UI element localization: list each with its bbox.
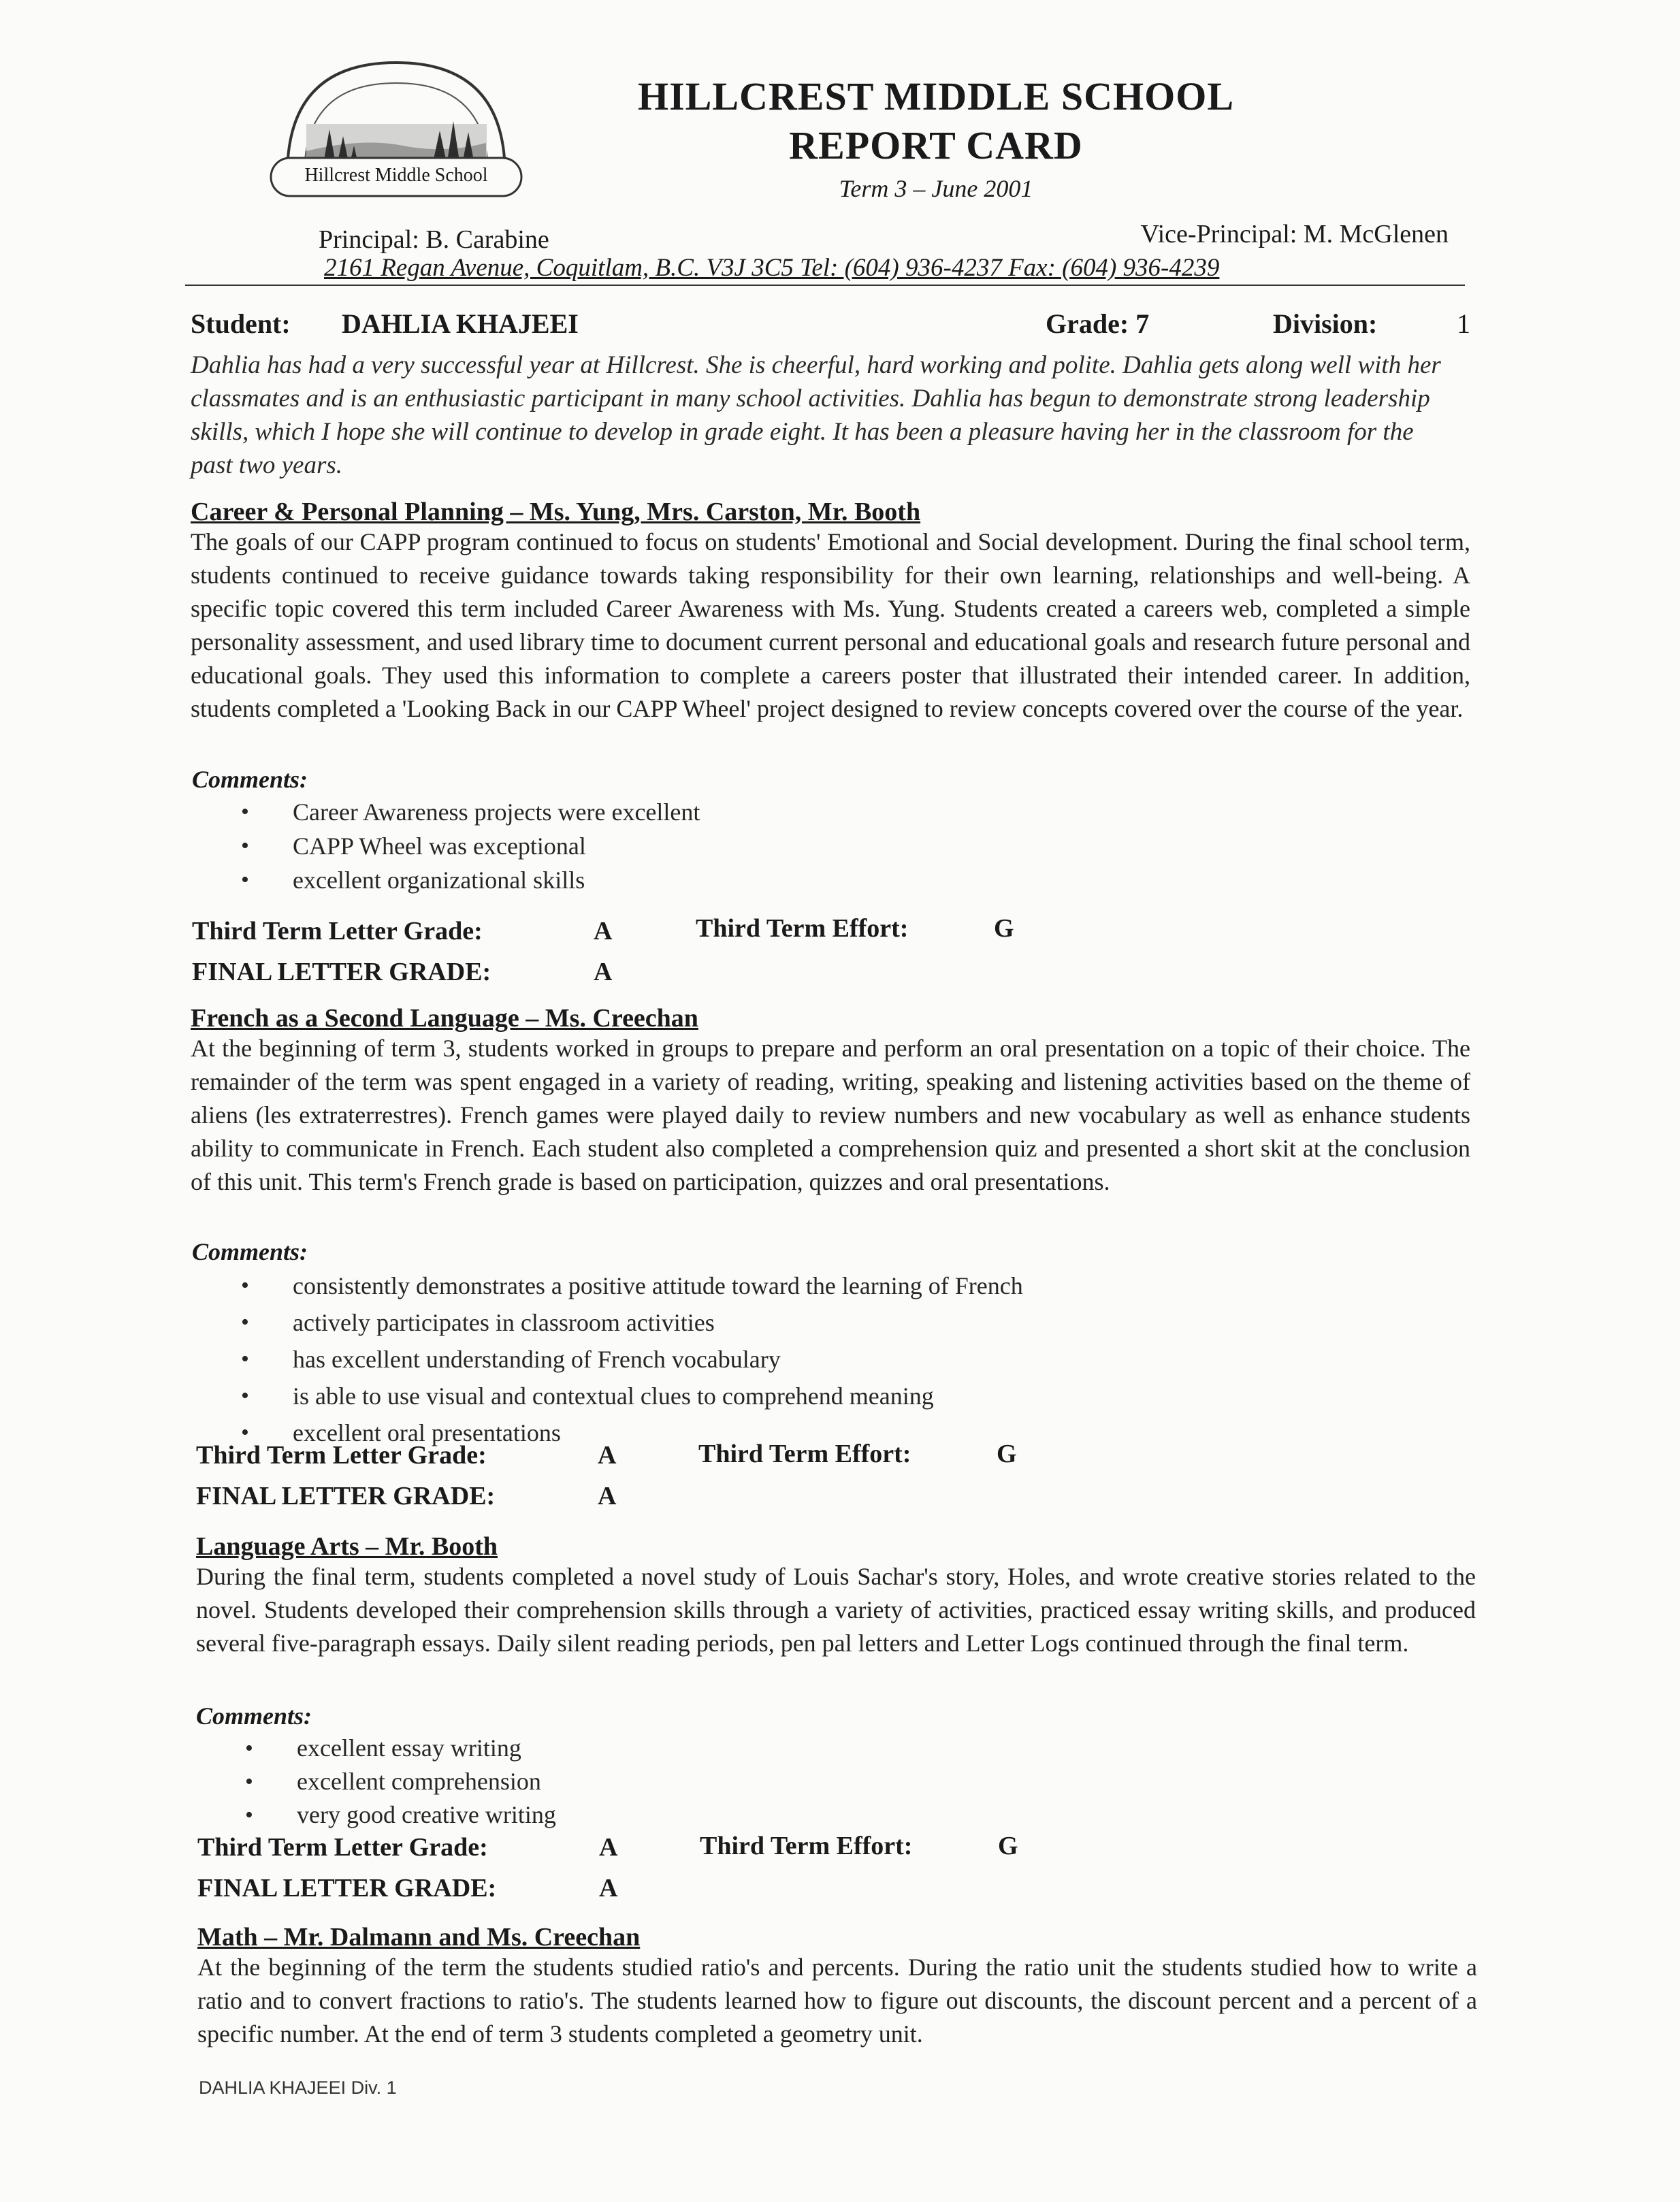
- header-divider: [185, 285, 1465, 286]
- division-value: 1: [1457, 308, 1470, 339]
- school-logo: [267, 56, 526, 206]
- section-title-language-arts: Language Arts – Mr. Booth: [196, 1532, 498, 1561]
- section-text-capp: The goals of our CAPP program continued to focus on students' Emotional and Social development. During the final school term, students continued to receive guidance towards taking responsibility for their own learning, relationships and well-being. A specific topic covered this term included Career Awareness with Ms. Yung. Students created a careers web, completed a simple personality assessment, and used library time to document current personal and educational goals and research future personal and educational goals. They used this information to complete a careers poster that illustrated their intended career. In addition, students completed a 'Looking Back in our CAPP Wheel' project designed to review concepts covered over the course of the year.: [191, 528, 1470, 722]
- third-term-letter-label: Third Term Letter Grade:: [192, 917, 483, 945]
- list-item: • excellent essay writing: [244, 1732, 556, 1765]
- third-term-effort-label: Third Term Effort:: [698, 1440, 911, 1468]
- school-name: HILLCREST MIDDLE SCHOOL: [637, 74, 1235, 118]
- student-label: Student:: [191, 308, 291, 339]
- third-term-letter-label: Third Term Letter Grade:: [197, 1833, 488, 1862]
- logo-caption: Hillcrest Middle School: [304, 165, 488, 186]
- comments-list-language-arts: [244, 1732, 556, 1832]
- student-name: DAHLIA KHAJEEI: [342, 308, 579, 339]
- list-item: • actively participates in classroom activities: [240, 1304, 1023, 1341]
- third-term-effort-label: Third Term Effort:: [696, 914, 909, 943]
- division-label: Division:: [1273, 308, 1378, 339]
- section-title-french: French as a Second Language – Ms. Creechan: [191, 1004, 698, 1033]
- final-letter-value: A: [599, 1874, 618, 1903]
- section-title-capp: Career & Personal Planning – Ms. Yung, Mrs. Carston, Mr. Booth: [191, 498, 921, 526]
- document-title: REPORT CARD: [789, 123, 1083, 167]
- final-letter-label: FINAL LETTER GRADE:: [197, 1874, 497, 1903]
- third-term-effort-label: Third Term Effort:: [700, 1832, 913, 1860]
- list-item: • has excellent understanding of French vocabulary: [240, 1341, 1023, 1378]
- third-term-effort-value: G: [994, 914, 1014, 943]
- section-text-french: At the beginning of term 3, students worked in groups to prepare and perform an oral presentation on a topic of their choice. The remainder of the term was spent engaged in a variety of reading, writing, speaking and listening activities based on the theme of aliens (les extraterrestres). French games were played daily to review numbers and new vocabulary as well as enhance students ability to communicate in French. Each student also completed a comprehension quiz and presented a short skit at the conclusion of this unit. This term's French grade is based on participation, quizzes and oral presentations.: [191, 1035, 1470, 1195]
- third-term-letter-value: A: [594, 917, 613, 945]
- list-item: • excellent organizational skills: [240, 863, 700, 897]
- comments-label: Comments:: [192, 766, 308, 793]
- final-letter-value: A: [594, 958, 613, 986]
- comments-list-capp: [240, 795, 700, 897]
- list-item: • excellent comprehension: [244, 1765, 556, 1798]
- third-term-effort-value: G: [997, 1440, 1017, 1468]
- list-item: • CAPP Wheel was exceptional: [240, 829, 700, 863]
- third-term-letter-label: Third Term Letter Grade:: [196, 1441, 487, 1470]
- third-term-effort-value: G: [998, 1832, 1018, 1860]
- teacher-general-comment: Dahlia has had a very successful year at Hillcrest. She is cheerful, hard working and polite. Dahlia gets along well with her classmates and is an enthusiastic participant in many school activities. Dahlia has begun to demonstrate strong leadership skills, which I hope she will continue to develop in grade eight. It has been a pleasure having her in the classroom for the past two years.: [191, 351, 1441, 479]
- section-title-math: Math – Mr. Dalmann and Ms. Creechan: [197, 1923, 641, 1952]
- list-item: • consistently demonstrates a positive attitude toward the learning of French: [240, 1267, 1023, 1304]
- section-text-language-arts: During the final term, students completed a novel study of Louis Sachar's story, Holes, and wrote creative stories related to the novel. Students developed their comprehension skills through a variety of activities, practiced essay writing skills, and produced several five-paragraph essays. Daily silent reading periods, pen pal letters and Letter Logs continued through the final term.: [196, 1563, 1476, 1657]
- final-letter-label: FINAL LETTER GRADE:: [192, 958, 491, 986]
- third-term-letter-value: A: [599, 1833, 618, 1862]
- grade-level: Grade: 7: [1046, 308, 1150, 339]
- list-item: • Career Awareness projects were excellent: [240, 795, 700, 829]
- list-item: • is able to use visual and contextual clues to comprehend meaning: [240, 1378, 1023, 1414]
- vice-principal: Vice-Principal: M. McGlenen: [1140, 220, 1449, 248]
- list-item: • very good creative writing: [244, 1798, 556, 1832]
- section-text-math: At the beginning of the term the students studied ratio's and percents. During the ratio unit the students studied how to write a ratio and to convert fractions to ratio's. The students learned how to figure out discounts, the discount percent and a percent of a specific number. At the end of term 3 students completed a geometry unit.: [197, 1954, 1477, 2047]
- term-date: Term 3 – June 2001: [839, 175, 1033, 202]
- school-address: 2161 Regan Avenue, Coquitlam, B.C. V3J 3C5 Tel: (604) 936-4237 Fax: (604) 936-4239: [324, 254, 1220, 282]
- comments-label: Comments:: [192, 1238, 308, 1265]
- comments-list-french: [240, 1267, 1023, 1451]
- page-footer: DAHLIA KHAJEEI Div. 1: [199, 2077, 397, 2098]
- third-term-letter-value: A: [598, 1441, 617, 1470]
- final-letter-label: FINAL LETTER GRADE:: [196, 1482, 496, 1510]
- list-item: • excellent oral presentations: [240, 1414, 1023, 1451]
- final-letter-value: A: [598, 1482, 617, 1510]
- comments-label: Comments:: [196, 1702, 312, 1730]
- principal: Principal: B. Carabine: [319, 225, 549, 254]
